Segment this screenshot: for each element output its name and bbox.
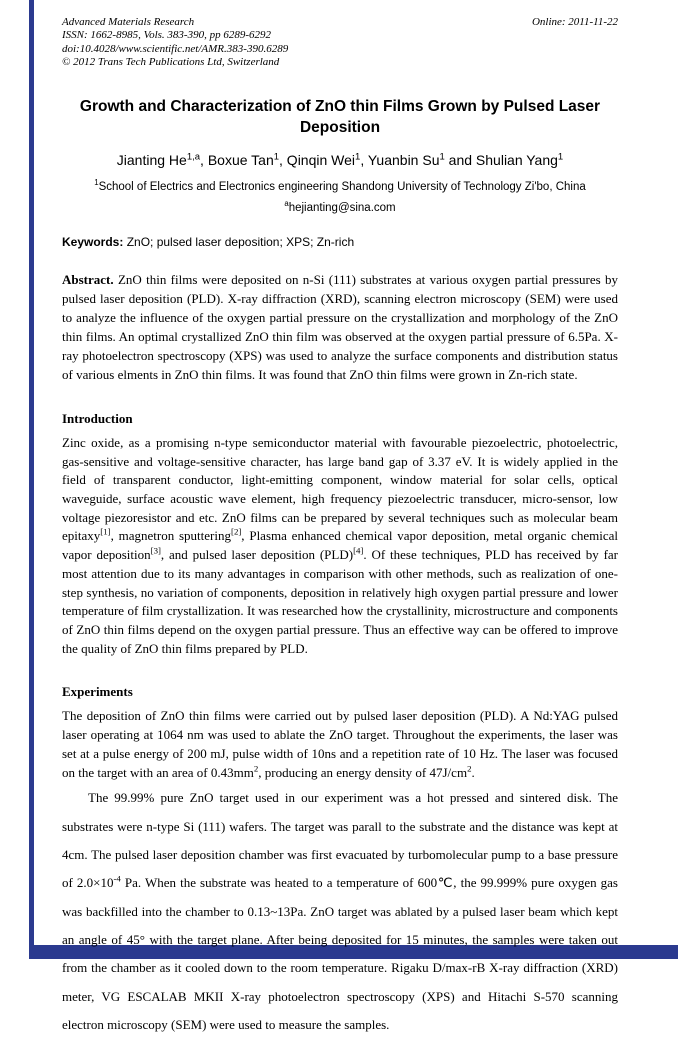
paragraph: The deposition of ZnO thin films were carried out by pulsed laser deposition (PLD). A Nd:YAG pulsed laser operating at 1064 nm was used to ablate the ZnO target. Throughout the experiments, the laser was set at a pulse energy of 200 mJ, pulse width of 10ns and a repetition rate of 10 Hz. The laser was focused on the target with an area of $0.43mm^2$, producing an energy density of $47J/cm^2$. [62,708,618,780]
section-heading: Experiments [62,684,133,700]
doi-line: doi:10.4028/www.scientific.net/AMR.383-390.6289 [62,42,289,55]
email-line: $^a$hejianting@sina.com [284,199,396,214]
abstract-label: Abstract. [62,272,114,287]
online-date: Online: 2011-11-22 [531,16,618,28]
abstract-text: ZnO thin films were deposited on n-Si (111) substrates at various oxygen partial pressures by pulsed laser deposition (PLD). X-ray diffraction (XRD), scanning electron microscopy (SEM) were used to analyze the influence of the oxygen partial pressure on the crystallization and morphology of the ZnO thin films. An optimal crystallized ZnO thin film was observed at the oxygen partial pressure of 6.5Pa. X-ray photoelectron spectroscopy (XPS) was used to analyze the surface components and distribution status of various elments in ZnO thin films. It was found that ZnO thin films were grown in Zn-rich state. [62,272,618,382]
journal-name: Advanced Materials Research [62,16,195,28]
paper-page [62,16,618,1039]
authors-line: Jianting He$^{1,a}$, Boxue Tan$^1$, Qinqin Wei$^1$, Yuanbin Su$^1$ and Shulian Yang$^1$ [116,151,564,168]
keywords-label: Keywords: [62,235,124,249]
paragraph: The 99.99% pure ZnO target used in our experiment was a hot pressed and sintered disk. The substrates were n-type Si (111) wafers. The target was parall to the substrate and the distance was kept at 4cm. The pulsed laser deposition chamber was first evacuated by turbomolecular pump to a base pressure of $2.0\times 10^{-4}$ Pa. When the substrate was heated to a temperature of 600℃, the 99.999% pure oxygen gas was backfilled into the chamber to 0.13~13Pa. ZnO target was ablated by a pulsed laser beam which kept an angle of 45° with the target plane. After being deposited for 15 minutes, the samples were taken out from the chamber as it cooled down to the room temperature. Rigaku D/max-rB X-ray diffraction (XRD) meter, VG ESCALAB MKII X-ray photoelectron spectroscopy (XPS) and Hitachi S-570 scanning electron microscopy (SEM) were used to measure the samples. [62,790,618,1032]
issn-line: ISSN: 1662-8985, Vols. 383-390, pp 6289-6292 [62,29,271,42]
abstract [62,271,618,385]
paper-title: Growth and Characterization of ZnO thin Films Grown by Pulsed Laser Deposition [79,97,601,137]
section-introduction [62,411,618,659]
paragraph: Zinc oxide, as a promising n-type semiconductor material with favourable piezoelectric, photoelectric, gas-sensitive and voltage-sensitive character, has large band gap of 3.37 eV. It is widely applied in the field of transparent conductor, light-emitting component, window material for solar cells, optical waveguide, surface acoustic wave element, high frequency piezoelectric transducer, micro-sensor, low voltage piezoresistor and etc. ZnO films can be prepared by several techniques such as molecular beam epitaxy[1], magnetron sputtering[2], Plasma enhanced chemical vapor deposition, metal organic chemical vapor deposition[3], and pulsed laser deposition (PLD)[4]. Of these techniques, PLD has received by far most attention due to its many advantages in comparison with other methods, such as realization of one-step synthesis, no variation of components, deposition in relatively high oxygen partial pressure and lower temperature of film crystallization. It was researched how the crystallinity, microstructure and components of ZnO thin films depend on the oxygen partial pressure. Thus an effective way can be offered to improve the quality of ZnO thin films prepared by PLD. [62,434,619,656]
keywords-text: ZnO; pulsed laser deposition; XPS; Zn-rich [126,235,355,249]
copyright-line: © 2012 Trans Tech Publications Ltd, Switzerland [62,56,280,69]
section-experiments [62,684,618,1039]
keywords-line [62,235,618,249]
page-edge-left-bar [29,0,34,959]
journal-header [62,16,618,70]
section-heading: Introduction [62,410,133,426]
affiliation-line: $^1$School of Electrics and Electronics engineering Shandong University of Technology Zi'bo, China [94,178,586,193]
